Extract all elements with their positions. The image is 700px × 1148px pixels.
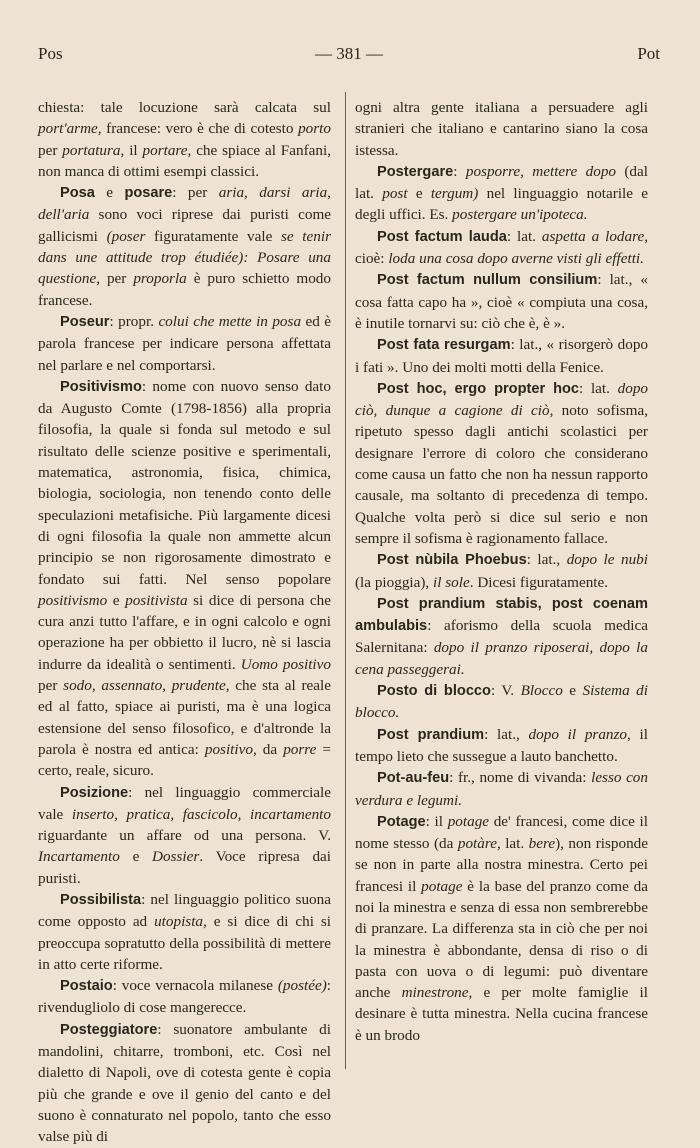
entry-text: , da bbox=[252, 740, 284, 758]
dictionary-entry bbox=[38, 376, 331, 782]
entry-text: . Dicesi figuratamente. bbox=[469, 573, 609, 591]
entry-text: per bbox=[38, 141, 63, 159]
entry-text: , il tempo lieto che sussegue a lauto banchetto. bbox=[355, 725, 648, 765]
entry-text: : il bbox=[425, 812, 448, 830]
italic-text: positivismo bbox=[38, 591, 108, 609]
italic-text: se tenir dans une attitude trop étudiée): Posare una questione bbox=[38, 227, 331, 288]
entry-text: è la base del pranzo come da noi la minestra e senza di essa non sembrerebbe di pranzare. La differenza sta in ciò che per noi la minestra è abbondante, densa di riso o di pasta con uova o di legumi: può diventare anche bbox=[355, 877, 648, 1002]
entry-headword: Post fata resurgam bbox=[377, 337, 511, 354]
entry-text: per bbox=[38, 677, 64, 695]
entry-text: : rivendugliolo di cose mangerecce. bbox=[38, 977, 331, 1017]
entry-headword: Posa bbox=[60, 185, 95, 202]
entry-text: . Voce ripresa dai puristi. bbox=[38, 848, 331, 887]
dictionary-entry bbox=[355, 334, 648, 378]
entry-headword: Pot-au-feu bbox=[377, 770, 450, 787]
entry-text: ed è parola francese per indicare persona affettata nel parlare e nel comportarsi. bbox=[38, 312, 332, 374]
dictionary-entry bbox=[38, 1019, 331, 1148]
entry-headword: Poseur bbox=[60, 313, 110, 330]
italic-text: lesso con verdura e legumi. bbox=[355, 769, 648, 809]
entry-text: riguardante un affare od una persona. V. bbox=[38, 827, 331, 845]
entry-headword: Posteggiatore bbox=[60, 1021, 158, 1038]
italic-text: dopo ciò, dunque a cagione di ciò bbox=[355, 379, 648, 420]
italic-text: minestrone bbox=[401, 984, 469, 1002]
header-right-guideword: Pot bbox=[637, 44, 660, 63]
entry-text: e bbox=[562, 682, 583, 700]
entry-text: (la pioggia), bbox=[355, 573, 434, 591]
dictionary-entry bbox=[355, 549, 648, 593]
entry-text: e bbox=[119, 848, 153, 866]
entry-text: : suonatore ambulante di mandolini, chitarre, tromboni, etc. Così nel dialetto di Napoli, ove di cotesta gente è copia più che grande e ove il genio del canto e del suono è connaturato nel popolo, tanto che esso valse più di bbox=[38, 1020, 331, 1146]
column-divider bbox=[345, 92, 346, 1069]
italic-text: (poser bbox=[106, 227, 146, 245]
entry-text: , cioè: bbox=[355, 227, 649, 268]
page-header bbox=[38, 44, 660, 70]
entry-text: : aforismo della scuola medica Salernitana: bbox=[355, 617, 648, 657]
italic-text: Uomo positivo bbox=[240, 655, 331, 673]
entry-text: : lat. bbox=[506, 227, 542, 245]
entry-text: è puro schietto modo francese. bbox=[38, 270, 331, 309]
italic-text: tergum) bbox=[430, 185, 479, 203]
entry-headword: Posto di blocco bbox=[377, 683, 491, 700]
italic-text: sodo, assennato, prudente bbox=[63, 677, 226, 695]
italic-text: utopista bbox=[154, 913, 204, 931]
entry-headword: Positivismo bbox=[60, 378, 142, 395]
entry-text: : lat., « risorgerò dopo i fati ». Uno dei molti motti della Fenice. bbox=[355, 336, 649, 376]
entry-text: : nel linguaggio commerciale vale bbox=[38, 783, 331, 823]
italic-text: dopo il pranzo riposerai, dopo la cena passeggerai. bbox=[355, 639, 648, 678]
italic-text: positivista bbox=[125, 591, 188, 609]
italic-text: porto bbox=[298, 120, 331, 138]
entry-text: : V. bbox=[490, 682, 521, 700]
italic-text: loda una cosa dopo averne visti gli effetti. bbox=[388, 250, 644, 268]
italic-text: dopo il pranzo bbox=[528, 725, 628, 743]
italic-text: port'arme bbox=[38, 120, 98, 138]
italic-text: Blocco bbox=[520, 682, 563, 700]
entry-text: e bbox=[107, 591, 126, 609]
entry-text: , francese: vero è che di cotesto bbox=[97, 120, 299, 138]
header-left-guideword: Pos bbox=[38, 44, 63, 63]
entry-headword: Possibilista bbox=[60, 891, 142, 908]
entry-text: , noto sofisma, ripetuto spesso dagli antichi scolastici per designare l'errore di coloro che considerano come causa un fatto che non ha nessun rapporto causale, ma soltanto di precedenza di tempo. Qualche volta però si dice sul serio e non sempre il sofisma è ragionamento fallace. bbox=[355, 402, 648, 547]
italic-text: aspetta a lodare bbox=[541, 227, 645, 245]
italic-text: inserto, pratica, fascicolo, incartamento bbox=[71, 805, 331, 823]
italic-text: post bbox=[382, 185, 408, 203]
entry-text: : lat., bbox=[526, 551, 567, 569]
italic-text: Dossier bbox=[152, 848, 200, 866]
entry-text: : propr. bbox=[109, 312, 159, 330]
entry-text: : nel linguaggio politico suona come opposto ad bbox=[38, 890, 331, 931]
entry-headword: Post prandium stabis, post coenam ambulabis bbox=[355, 595, 648, 635]
dictionary-entry bbox=[355, 226, 648, 270]
dictionary-entry bbox=[355, 269, 648, 334]
entry-headword: Post factum nullum consilium bbox=[377, 272, 598, 289]
entry-text: si dice di persona che cura anzi tutto l'affare, e in ogni calcolo e ogni operazione ha per obbietto il lucro, nè si lascia indurre da idealità o sentimenti. bbox=[38, 591, 331, 673]
entry-text: e bbox=[407, 185, 431, 203]
entry-text: (dal lat. bbox=[355, 162, 648, 203]
italic-text: portatura bbox=[62, 141, 121, 159]
italic-text: portare bbox=[142, 141, 188, 159]
entry-headword: posare bbox=[124, 185, 173, 202]
dictionary-entry bbox=[355, 811, 648, 1046]
italic-text: potàre bbox=[457, 835, 497, 853]
entry-text: : fr., nome di vivanda: bbox=[449, 769, 592, 787]
italic-text: il sole bbox=[433, 573, 470, 591]
entry-text: : bbox=[453, 162, 466, 180]
entry-headword: Post nùbila Phoebus bbox=[377, 552, 527, 569]
entry-text: ), non risponde se non in parte alla nostra minestra. Certo pei francesi il bbox=[355, 835, 648, 895]
italic-text: bere bbox=[528, 835, 556, 853]
dictionary-entry bbox=[355, 593, 648, 680]
italic-text: colui che mette in posa bbox=[158, 312, 302, 330]
entry-text: : voce vernacola milanese bbox=[112, 977, 278, 995]
entry-text: sono voci riprese dai puristi come gallicismi bbox=[38, 206, 331, 245]
entry-headword: Postaio bbox=[60, 978, 113, 995]
italic-text: aria, darsi aria, dell'aria bbox=[38, 184, 331, 224]
italic-text: dopo le nubi bbox=[566, 551, 648, 569]
italic-text: Incartamento bbox=[38, 848, 120, 866]
entry-text: : lat., bbox=[484, 725, 529, 743]
entry-text: : per bbox=[172, 184, 219, 202]
entry-text: , che sta al reale ed al fatto, spiace ai puristi, ma è una logica estensione del senso filosofico, e d'altronde la parola è nostra ed antica: bbox=[38, 677, 331, 758]
entry-text: chiesta: tale locuzione sarà calcata sul bbox=[38, 99, 331, 116]
entry-text: nel linguaggio notarile e degli uffici. Es. bbox=[355, 185, 648, 224]
dictionary-entry bbox=[355, 378, 648, 549]
entry-text: e bbox=[94, 184, 125, 202]
italic-text: potage bbox=[447, 812, 490, 830]
entry-text: , che spiace al Fanfani, non manca di ottimi esempi classici. bbox=[38, 141, 331, 180]
entry-text: , e si dice di chi si preoccupa sopratutto della possibilità di mettere in atto certe riforme. bbox=[38, 913, 331, 973]
italic-text: (postée) bbox=[277, 977, 327, 995]
right-column bbox=[355, 97, 648, 1046]
entry-headword: Post prandium bbox=[377, 726, 485, 743]
entry-text: , e per molte famiglie il desinare è tutta minestra. Nella cucina francese è un brodo bbox=[355, 984, 648, 1044]
left-column bbox=[38, 97, 331, 1148]
entry-text: : nome con nuovo senso dato da Augusto Comte (1798-1856) alla propria filosofia, la quale si fonda sul metodo e sul risultato delle scienze positive e sperimentali, matematica, astronomia, fisica, chimica, biologia, sociologia, non tenendo conto delle speculazioni metafisiche. Più largamente dicesi di ogni filosofia la quale non ammette alcun principio se non rigorosamente dimostrato e fondato sui fatti. Nel senso popolare bbox=[38, 377, 331, 588]
entry-text: figuratamente vale bbox=[145, 227, 281, 245]
entry-headword: Posizione bbox=[60, 784, 129, 801]
italic-text: porre bbox=[283, 740, 317, 758]
continued-text bbox=[355, 97, 648, 161]
entry-headword: Potage bbox=[377, 813, 426, 830]
continued-text bbox=[38, 97, 331, 182]
italic-text: Sistema di blocco. bbox=[355, 682, 648, 722]
dictionary-entry bbox=[38, 782, 331, 889]
entry-headword: Post hoc, ergo propter hoc bbox=[377, 380, 580, 397]
page-number: — 381 — bbox=[315, 44, 383, 63]
italic-text: postergare un'ipoteca. bbox=[452, 206, 588, 224]
italic-text: positivo bbox=[204, 740, 253, 758]
entry-text: : lat. bbox=[579, 379, 618, 397]
entry-headword: Post factum lauda bbox=[377, 228, 507, 245]
entry-headword: Postergare bbox=[377, 163, 454, 180]
italic-text: proporla bbox=[133, 270, 187, 288]
entry-text: , lat. bbox=[496, 835, 529, 853]
dictionary-entry bbox=[355, 161, 648, 226]
dictionary-entry bbox=[355, 767, 648, 811]
dictionary-entry bbox=[355, 724, 648, 768]
entry-text: ogni altra gente italiana a persuadere agli stranieri che italiano e cantarino siano la cosa istessa. bbox=[355, 99, 648, 159]
italic-text: potage bbox=[421, 877, 463, 895]
dictionary-entry bbox=[38, 975, 331, 1019]
italic-text: posporre, mettere dopo bbox=[465, 162, 617, 180]
entry-text: : lat., « cosa fatta capo ha », cioè « compiuta una cosa, è inutile tornarvi su: ciò che è, è ». bbox=[355, 271, 649, 332]
entry-text: de' francesi, come dice il nome stesso (da bbox=[355, 812, 648, 853]
entry-text: = certo, reale, sicuro. bbox=[38, 740, 331, 780]
dictionary-entry bbox=[355, 680, 648, 724]
dictionary-entry bbox=[38, 311, 331, 376]
dictionary-entry bbox=[38, 182, 331, 311]
entry-text: , il bbox=[120, 141, 143, 159]
dictionary-entry bbox=[38, 889, 331, 975]
entry-text: , per bbox=[96, 270, 134, 288]
